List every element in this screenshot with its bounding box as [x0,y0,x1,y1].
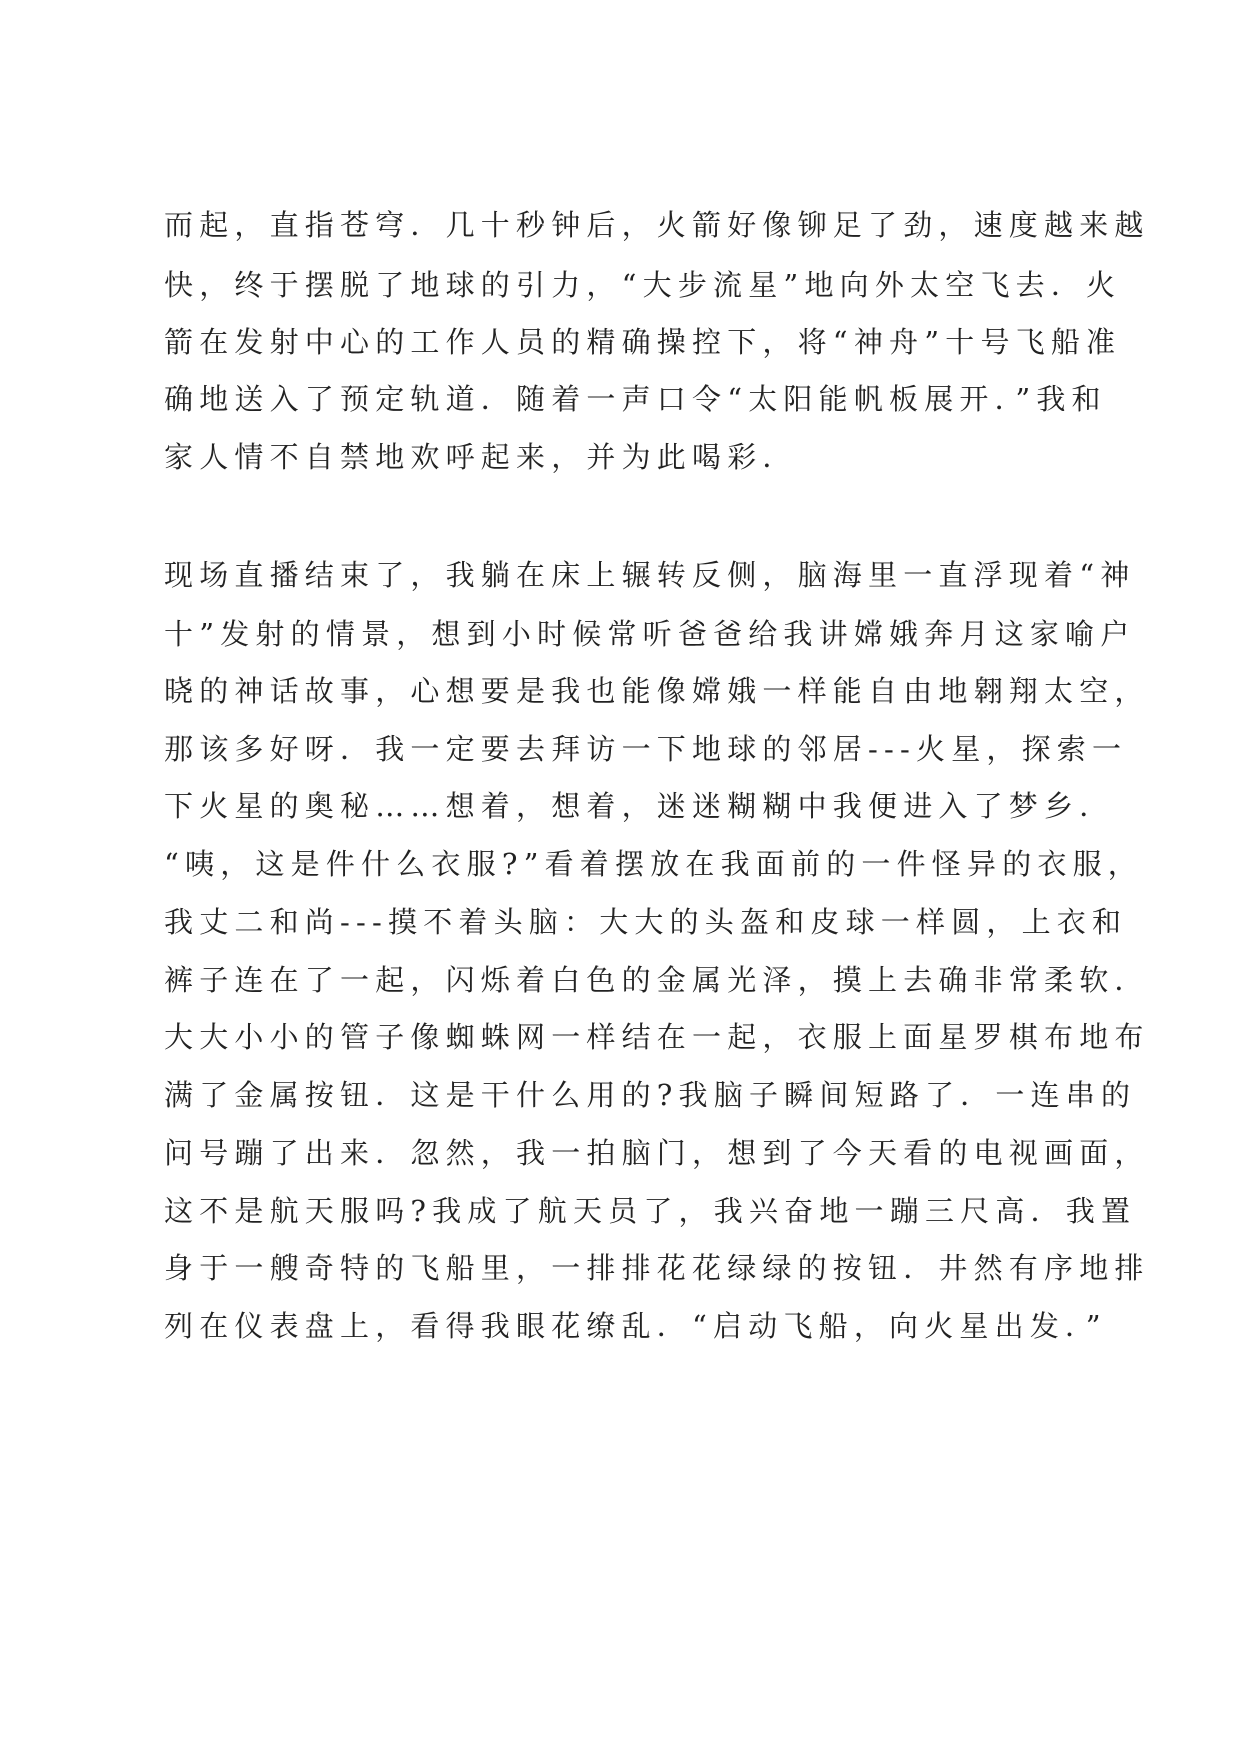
paragraph-2-line-8: 裤子连在了一起，闪烁着白色的金属光泽，摸上去确非常柔软． [164,963,1150,997]
paragraph-2-line-4: 那该多好呀．我一定要去拜访一下地球的邻居---火星，探索一 [164,732,1128,766]
paragraph-2-line-12: 这不是航天服吗?我成了航天员了，我兴奋地一蹦三尺高．我置 [164,1194,1137,1228]
paragraph-2-line-11: 问号蹦了出来．忽然，我一拍脑门，想到了今天看的电视画面， [164,1136,1150,1170]
paragraph-2-line-6: “咦，这是件什么衣服?”看着摆放在我面前的一件怪异的衣服， [164,847,1144,881]
paragraph-2-line-7: 我丈二和尚---摸不着头脑：大大的头盔和皮球一样圆，上衣和 [164,905,1128,939]
paragraph-2-line-13: 身于一艘奇特的飞船里，一排排花花绿绿的按钮．井然有序地排 [164,1251,1150,1285]
paragraph-1-line-2: 快，终于摆脱了地球的引力，“大步流星”地向外太空飞去．火 [164,268,1122,302]
paragraph-1-line-5: 家人情不自禁地欢呼起来，并为此喝彩． [164,440,798,474]
paragraph-2-line-1: 现场直播结束了，我躺在床上辗转反侧，脑海里一直浮现着“神 [164,558,1136,592]
paragraph-1-line-1: 而起，直指苍穹．几十秒钟后，火箭好像铆足了劲，速度越来越 [164,208,1150,242]
paragraph-2-line-10: 满了金属按钮．这是干什么用的?我脑子瞬间短路了．一连串的 [164,1078,1137,1112]
paragraph-2-line-14: 列在仪表盘上，看得我眼花缭乱．“启动飞船，向火星出发．” [164,1309,1107,1343]
paragraph-2-line-5: 下火星的奥秘……想着，想着，迷迷糊糊中我便进入了梦乡． [164,789,1115,823]
paragraph-2-line-3: 晓的神话故事，心想要是我也能像嫦娥一样能自由地翱翔太空， [164,674,1150,708]
paragraph-2-line-2: 十”发射的情景，想到小时候常听爸爸给我讲嫦娥奔月这家喻户 [164,617,1136,651]
paragraph-2-line-9: 大大小小的管子像蜘蛛网一样结在一起，衣服上面星罗棋布地布 [164,1020,1150,1054]
paragraph-1-line-3: 箭在发射中心的工作人员的精确操控下，将“神舟”十号飞船准 [164,325,1122,359]
paragraph-1-line-4: 确地送入了预定轨道．随着一声口令“太阳能帆板展开．”我和 [164,382,1107,416]
